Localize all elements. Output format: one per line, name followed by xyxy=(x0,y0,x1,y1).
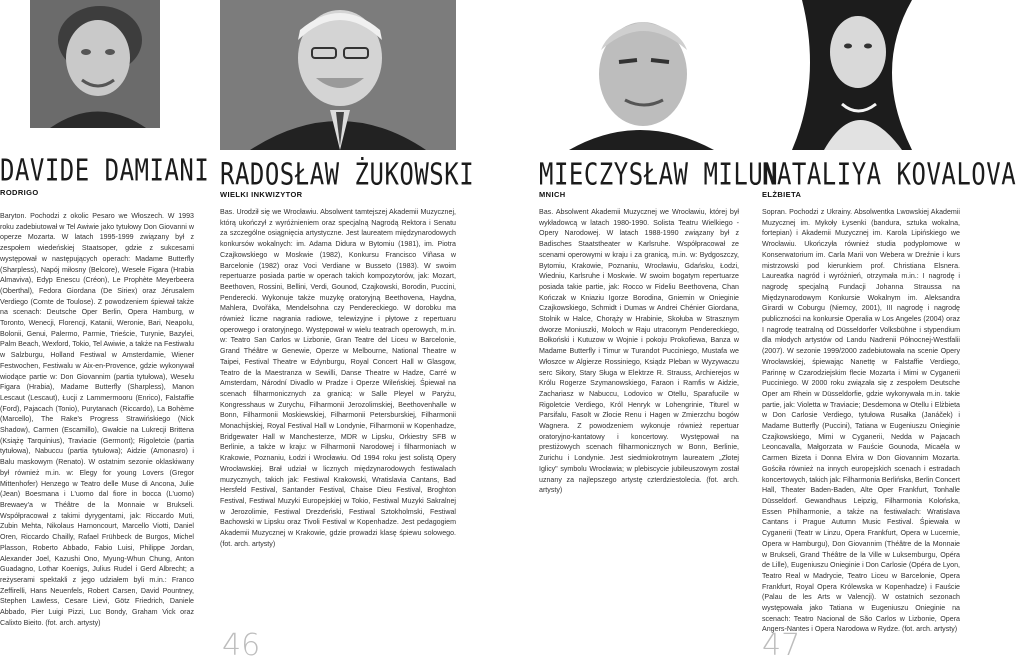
portrait-zukowski xyxy=(220,0,456,150)
singer-column-damiani xyxy=(0,0,210,628)
singer-name: MIECZYSŁAW MILUN xyxy=(539,156,779,192)
singer-role: WIELKI INKWIZYTOR xyxy=(220,190,303,199)
singer-name: DAVIDE DAMIANI xyxy=(0,152,210,188)
singer-role: RODRIGO xyxy=(0,188,39,197)
singer-bio: Bas. Urodził się we Wrocławiu. Absolwent tamtejszej Akademii Muzycznej, którą ukończył z wyróżnieniem oraz specjalną Nagrodą Rektora i Senatu za szczególne osiągnięcia artystyczne. Jest laureatem międzynarodowych konkursów wokalnych: im. Adama Didura w Bytomiu (1981), im. Piotra Czajkowskiego w Moskwie (1982), Konkursu Francisco Viñasa w Barcelonie (1982) oraz Voci Verdiane w Busseto (1983). W swoim repertuarze posiada partie w operach takich kompozytorów, jak: Mozart, Beethoven, Rossini, Bellini, Verdi, Gounod, Czajkowski, Borodin, Puccini, Penderecki. Wykonuje także muzykę oratoryjną Beethovena, Haydna, Mahlera, Dvořáka, Mendelsohna czy Pendereckiego. W dorobku ma również liczne nagrania radiowe, telewizyjne i płytowe z repertuaru operowego i oratoryjnego. Występował w wielu teatrach operowych, m.in. w: Teatro San Carlos w Lizbonie, Gran Teatre del Liceu w Barcelonie, Grand Théâtre w Genewie, Operze w Melbourne, National Theatre w Taipei, Festival Theatre w Edynburgu, Royal Concert Hall w Glasgow, Teatro de la Maestranza w Sewilli, Danse Theatre w Hadze, Carré w Amsterdam, Národní Divadlo w Pradze i Operze Wileńskiej. Śpiewał na scenach filharmonicznych za granicą: w Salle Pleyel w Paryżu, Kongresshaus w Zurychu, Filharmonii Jerozolimskiej, Beethovenhalle w Bonn, Filharmonii Moskiewskiej, Filharmonii Petersburskiej, Filharmonii Monachijskiej, Royal Festival Hall w Londynie, Filharmonii w Kopenhadze, Bridgewater Hall w Manchesterze, MDR w Lipsku, Orkiestry SFB w Berlinie, a także w kraju: w Filharmonii Narodowej i filharmoniach w Krakowie, Poznaniu, Łodzi i Wrocławiu. Od 1994 roku jest solistą Opery Wrocławskiej. Brał udział w licznych międzynarodowych festiwalach muzycznych, takich jak: Festiwal Krakowski, Wratislavia Cantans, Bad Hersfeld Festival, Santander Festival, Chaise Dieu Festival, Broghton Festival, Festiwal Muzyki Europejskiej w Tokio, Festiwal Muzyki Sakralnej w Jerozolimie, Festiwal Drezdeński, Festiwal Sztokholmski, Festiwal Bachowski w Lipsku oraz Tivoli Festival w Kopenhadze. Jest pedagogiem Akademii Muzycznej w Krakowie, gdzie prowadzi klasę śpiewu solowego. (fot. arch. artysty) xyxy=(220,208,456,548)
portrait-kovalova xyxy=(762,0,960,150)
singer-column-kovalova xyxy=(762,0,1016,635)
singer-bio: Bas. Absolwent Akademii Muzycznej we Wrocławiu, której był wykładowcą w latach 1980-1990. Solista Teatru Wielkiego - Opery Narodowej. W latach 1988-1990 związany był z Badisches Staatstheater w Karlsruhe. Współpracował ze scenami operowymi w kraju i za granicą, m.in. w: Bydgoszczy, Bytomiu, Krakowie, Poznaniu, Wrocławiu, Gdańsku, Łodzi, Wiedniu, Karlsruhe i Moskwie. W swoim bogatym repertuarze posiada takie partie, jak: Rocco w Fideliu Beethovena, Chan Kończak w Kniaziu Igorze Borodina, Gniemin w Onieginie Czajkowskiego, Schmidt i Dumas w Andrei Chénier Giordana, Stolnik w Halce, Chorąży w Hrabinie, Skołuba w Strasznym dworze Moniuszki, Moloch w Raju utraconym Pendereckiego, Bołkoński i Kutuzow w Wojnie i pokoju Prokofiewa, Banza w Madame Butterfly i Timur w Turandot Pucciniego, Mustafa we Włoszce w Algierze Rossiniego, Ksiądz Pleban w Wyzywaczu serc Sikory, Stary Sługa w Elektrze R. Strauss, Archierejos w Królu Rogerze Szymanowskiego, Faraon i Ramfis w Aidzie, Zachariasz w Nabuccu, Lodovico w Otellu, Sparafucile w Rigoletcie Verdiego, Król Henryk w Lohengrinie, Titurel w Parsifalu, Fasolt w Złocie Renu i Hagen w Zmierzchu bogów Wagnera. Z powodzeniem wykonuje również repertuar oratoryjno-kantatowy i koncertowy. Występował na prestiżowych scenach filharmonicznych w Bonn, Berlinie, Zurichu i Londynie. Jest siedmiokrotnym laureatem „Złotej Iglicy" symbolu Wrocławia; w plebiscycie jubileuszowym został uznany za najlepszego artystę czterdziestolecia. (fot. arch. artysty) xyxy=(539,208,739,495)
page-number-right: 47 xyxy=(762,628,801,663)
singer-column-milun xyxy=(539,0,779,496)
singer-role: MNICH xyxy=(539,190,566,199)
singer-name: RADOSŁAW ŻUKOWSKI xyxy=(220,156,475,192)
singer-column-zukowski xyxy=(220,0,475,550)
page-number-left: 46 xyxy=(222,628,261,663)
portrait-damiani xyxy=(30,0,160,128)
singer-bio: Baryton. Pochodzi z okolic Pesaro we Włoszech. W 1993 roku zadebiutował w Tel Awiwie jako tytułowy Don Giovanni w operze Mozarta. W latach 1995-1999 związany był z zespołem wiedeńskiej Staatsoper, gdzie z sukcesami występował w następujących operach: Madame Butterfly (Sharpless), Napój miłosny (Belcore), Wesele Figara (Hrabia Almaviva), Edyp Enescu (Créon), Le Prophète Meyerbeera (Oberthal), Fedora Giordana (De Siriex) oraz Jérusalem Verdiego (Comte de Toulose). Z powodzeniem śpiewał także na scenach: Deutsche Oper Berlin, Opera Hamburg, w Toronto, Wenecji, Florencji, Katanii, Weronie, Bari, Neapolu, Bolonii, Genui, Palermo, Parmie, Trieście, Turynie, Bazylei, Palm Beach, Wexford, Tokio, Tel Awiwie, a także na Festiwalu w Salzburgu, Holland Festiwal w Amsterdamie, Wiener Festwochen, Festiwalu w Aix-en-Provence, gdzie wykonywał wiodące partie w: Don Giovannim (partia tytułowa), Weselu Figara (Hrabia), Madame Butterfly (Sharpless), Manon Lescaut (Lescaut), Łucji z Lammermooru (Enrico), Falstaffie (Ford), Pajacach (Tonio), Purytanach (Riccardo), La Bohème (Marcello), The Rake's Progress Strawińskiego (Nick Shadow), Carmen (Escamillo), Gwałcie na Lukrecji Brittena (Książę Tarquinius), Traviacie (Germont); Rigoletcie (partia tytułowa), Nabuccu (partia tytułowa); Aidzie (Amonasro) i Balu maskowym (Renato). W ostatnim sezonie oklaskiwany był również m.in. w: Elegy for young Lovers (Gregor Mittenhofer) Henzego w Teatro delle Muse di Ancona, Julie (Jean) Boesmana i L'uomo dal fiore in bocca (L'uomo) Brewaey'a w Théâtre de la Monnaie w Brukseli. Współpracował z takimi dyrygentami, jak: Riccardo Muti, Zubin Mehta, Nikolaus Harnoncourt, Marcello Viotti, Daniel Oren, Riccardo Chailly, Rafael Frühbeck de Burgos, Michel Plasson, Roberto Abbado, Fabio Luisi, Philippe Jordan, Alexander Joel, Kazushi Ono, Myung-Whun Chung, Anton Guadagno, Lothar Koenigs, Julius Rudel i Gerd Albrecht; a reżyserami spektakli z jego udziałem byli m.in.: Franco Zeffirelli, Hans Neuenfels, Robert Carsen, David Pountney, Stephen Lawless, Cesare Lievi, Götz Friedrich, Daniele Abbado, Pier Luigi Pizzi, Luc Bondy, Graham Vick oraz Calixto Bieito. (fot. arch. artysty) xyxy=(0,212,194,627)
singer-bio: Sopran. Pochodzi z Ukrainy. Absolwentka Lwowskiej Akademii Muzycznej im. Mykoły Łysenki (bandura, sztuka wokalna, fortepian) i Akademii Muzycznej im. Karola Lipińskiego we Wrocławiu. Ukończyła również studia podyplomowe w Konserwatorium im. Carla Marii von Webera w Dreźnie i kurs mistrzowski pod kierunkiem prof. Christiana Elsnera. Laureatka nagród i wyróżnień, otrzymała m.in.: I nagrodę i nagrodę specjalną Fundacji Johanna Straussa na Międzynarodowym Konkursie Wokalnym im. Aleksandra Girardi w Coburgu (Niemcy, 2001), III nagrodę i nagrodę publiczności na konkursie Operalia w Los Angeles (2004) oraz I nagrodę teatralną od Düsseldorfer Volksbühne i stypendium dla młodych artystów od Landu Nadrenii Północnej-Westfalii (2007). W sezonie 1999/2000 zadebiutowała na scenie Opery Wrocławskiej, śpiewając Nanettę w Falstaffie Verdiego, Parinnę w Czarodziejskim flecie Mozarta i Mimi w Cyganerii Pucciniego. W 2000 roku związała się z zespołem Deutsche Oper am Rhein w Düsseldorfie, gdzie wykonywała m.in. takie partie, jak: Violetta w Traviacie; Desdemona w Otellu i Elżbieta w Don Carlosie Verdiego, tytułowa Rusałka (Janáček) i Madame Butterfly (Puccini), Tatiana w Eugeniuszu Onieginie Czajkowskiego, Mimi w Cyganerii, Nedda w Pajacach Leoncavalla, Małgorzata w Fauście Gounoda, Micaëla w Carmen Bizeta i Donna Elvira w Don Giovannim Mozarta. Gościła również na innych europejskich scenach i estradach koncertowych, takich jak: Filharmonia Berlińska, Berlin Concert Hall, Theater Baden-Baden, Alte Oper Frankfurt, Tonhalle Düsseldorf. Gewandhaus Leipzig, Filharmonia Kolońska, Essen Philharmonie, a także na festiwalach: Wratislava Cantans i Prague Autumn Music Festival. Śpiewała w Cyganerii (Teatr w Linzu, Opera Frankfurt, Opera w Lucernie, Opera w Hamburgu), Don Giovannim (Théâtre de la Monnaie w Brukseli, Grand Théâtre de la Ville w Luksemburgu, Opéra de Lille), Eugeniuszu Onieginie i Don Carlosie (Opéra de Lyon, Teatro Real w Madrycie, Teatro Liceu w Barcelonie, Opera Frankfurt, Royal Opera Królewska w Kopenhadze) i Fauście (Palau de les Arts w Valencji). W ostatnich sezonach występowała jako Tatiana w Eugeniuszu Onieginie na scenach: Teatro Nacional de São Carlos w Lizbonie, Opera Angers-Nantes i Opera Narodowa w Rydze. (fot. arch. artysty) xyxy=(762,208,960,634)
singer-role: ELŻBIETA xyxy=(762,190,802,199)
singer-name: NATALIYA KOVALOVA xyxy=(762,156,1016,192)
portrait-milun xyxy=(539,0,739,150)
